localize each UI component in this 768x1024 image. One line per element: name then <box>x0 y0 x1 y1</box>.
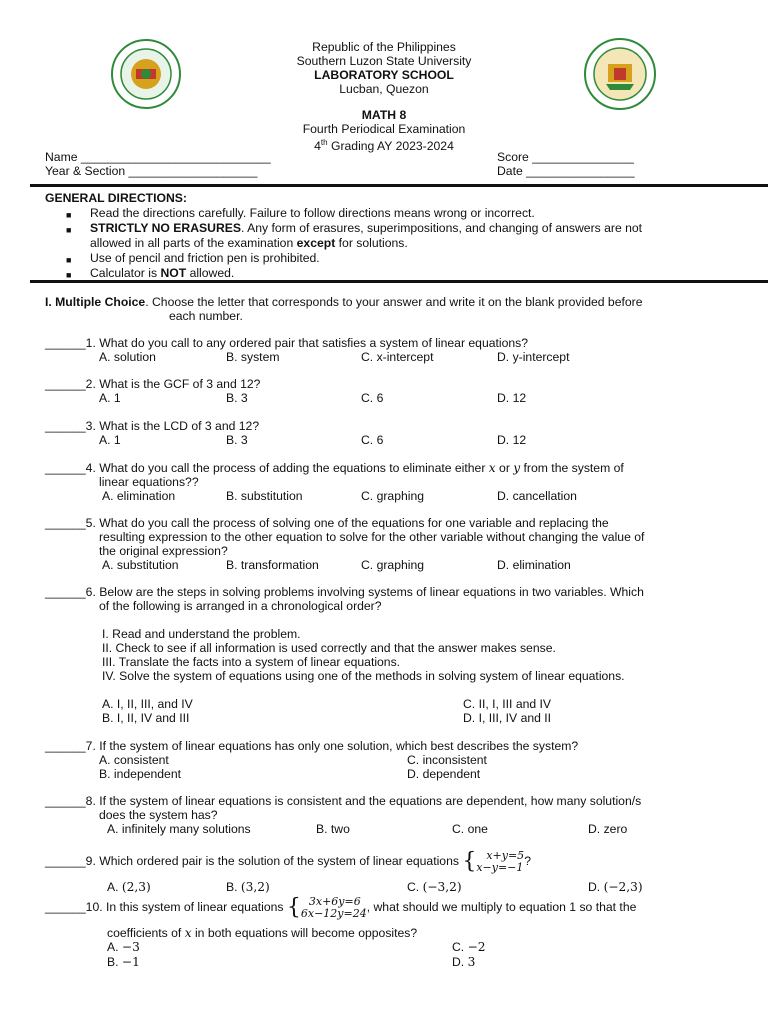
exam-title: Fourth Periodical Examination <box>302 122 466 136</box>
q5-option-c[interactable]: C. graphing <box>361 558 425 572</box>
header-line-1: Republic of the Philippines <box>312 40 456 54</box>
q4-option-b[interactable]: B. substitution <box>226 489 303 503</box>
q10-option-b[interactable]: B. −1 <box>107 955 140 969</box>
subject-title: MATH 8 <box>361 108 407 122</box>
question-10: ______10. In this system of linear equations { 3x+6y=6 6x−12y=24 , what should we multiply to equation 1 so that the <box>45 895 637 920</box>
q6-step-4: IV. Solve the system of equations using one of the methods in solving system of linear equations. <box>102 669 625 683</box>
q5-option-d[interactable]: D. elimination <box>497 558 571 572</box>
q6-step-2: II. Check to see if all information is used correctly and that the answer makes sense. <box>102 641 556 655</box>
q1-option-d[interactable]: D. y-intercept <box>497 350 570 364</box>
q9-option-a[interactable]: A. (2,3) <box>107 880 151 894</box>
question-7: ______7. If the system of linear equations has only one solution, which best describes the system? <box>45 739 579 753</box>
direction-3: Use of pencil and friction pen is prohibited. <box>90 251 320 265</box>
q2-option-c[interactable]: C. 6 <box>361 391 384 405</box>
name-field[interactable]: Name ____________________________ <box>45 150 271 164</box>
question-8: ______8. If the system of linear equations is consistent and the equations are dependent, how many solution/s does the system has? A. infinitely many solutions B. two C. one D. zero <box>45 794 642 836</box>
direction-2-cont: allowed in all parts of the examination except for solutions. <box>90 236 408 250</box>
bullet-icon: ■ <box>66 255 72 265</box>
question-2: ______2. What is the GCF of 3 and 12? A. 1 B. 3 C. 6 D. 12 <box>45 377 527 405</box>
q2-option-d[interactable]: D. 12 <box>497 391 527 405</box>
brace-icon: { <box>286 895 301 920</box>
question-6: ______6. Below are the steps in solving problems involving systems of linear equations in two variables. Which of the following is arranged in a chronological order? <box>45 585 644 613</box>
direction-4: Calculator is NOT allowed. <box>90 266 235 280</box>
bullet-icon: ■ <box>66 270 72 280</box>
question-3: ______3. What is the LCD of 3 and 12? A. 1 B. 3 C. 6 D. 12 <box>45 419 527 447</box>
q4-option-a[interactable]: A. elimination <box>102 489 176 503</box>
bullet-icon: ■ <box>66 210 72 220</box>
date-field[interactable]: Date ________________ <box>497 164 635 178</box>
q7-option-d[interactable]: D. dependent <box>407 767 481 781</box>
q9-option-d[interactable]: D. (−2,3) <box>588 880 643 894</box>
q4-option-d[interactable]: D. cancellation <box>497 489 577 503</box>
score-field[interactable]: Score _______________ <box>497 150 634 164</box>
question-4: ______4. What do you call the process of adding the equations to eliminate either x or y from the system of linear equations?? A. elimination B. substitution C. graphing D. cancellation <box>45 461 624 503</box>
top-divider <box>30 184 768 187</box>
q2-option-a[interactable]: A. 1 <box>99 391 121 405</box>
q9-option-b[interactable]: B. (3,2) <box>226 880 270 894</box>
q10-system: 3x+6y=6 6x−12y=24 <box>300 895 367 920</box>
question-10-cont: coefficients of x in both equations will become opposites? <box>107 926 418 940</box>
q3-option-b[interactable]: B. 3 <box>226 433 248 447</box>
q6-option-b[interactable]: B. I, II, IV and III <box>102 711 190 725</box>
q5-option-a[interactable]: A. substitution <box>102 558 179 572</box>
q1-option-a[interactable]: A. solution <box>99 350 156 364</box>
q8-option-b[interactable]: B. two <box>316 822 350 836</box>
q3-option-c[interactable]: C. 6 <box>361 433 384 447</box>
q8-option-d[interactable]: D. zero <box>588 822 628 836</box>
question-5: ______5. What do you call the process of solving one of the equations for one variable and replacing the resulting expression to the other equation to solve for the other variable without changing the value of the original expression? A. substitution B. transformation C. graphing D. elimination <box>45 516 645 572</box>
q8-option-a[interactable]: A. infinitely many solutions <box>107 822 251 836</box>
q7-option-b[interactable]: B. independent <box>99 767 181 781</box>
section-1-instructions: I. Multiple Choice. Choose the letter that corresponds to your answer and write it on the blank provided before <box>45 295 643 309</box>
q10-option-d[interactable]: D. 3 <box>452 955 476 969</box>
grading-period: 4th Grading AY 2023-2024 <box>314 138 454 154</box>
q3-option-d[interactable]: D. 12 <box>497 433 527 447</box>
direction-1: Read the directions carefully. Failure to follow directions means wrong or incorrect. <box>90 206 535 220</box>
directions-title: GENERAL DIRECTIONS: <box>45 191 187 205</box>
bullet-icon: ■ <box>66 225 72 235</box>
q10-option-a[interactable]: A. −3 <box>107 940 140 954</box>
section-1-instructions-cont: each number. <box>169 309 243 323</box>
header-line-2: Southern Luzon State University <box>296 54 472 68</box>
direction-2: STRICTLY NO ERASURES. Any form of erasures, superimpositions, and changing of answers are not <box>90 221 643 235</box>
q6-step-3: III. Translate the facts into a system of linear equations. <box>102 655 401 669</box>
q6-option-d[interactable]: D. I, III, IV and II <box>463 711 552 725</box>
q7-option-a[interactable]: A. consistent <box>99 753 169 767</box>
q6-option-a[interactable]: A. I, II, III, and IV <box>102 697 193 711</box>
header-line-3: LABORATORY SCHOOL <box>314 68 454 82</box>
q6-step-1: I. Read and understand the problem. <box>102 627 301 641</box>
q9-option-c[interactable]: C. (−3,2) <box>407 880 462 894</box>
q1-option-c[interactable]: C. x-intercept <box>361 350 434 364</box>
q10-option-c[interactable]: C. −2 <box>452 940 486 954</box>
question-1: ______1. What do you call to any ordered pair that satisfies a system of linear equations? A. solution B. system C. x-intercept D. y-intercept <box>45 336 570 364</box>
q4-option-c[interactable]: C. graphing <box>361 489 425 503</box>
header-line-4: Lucban, Quezon <box>339 82 429 96</box>
q8-option-c[interactable]: C. one <box>452 822 488 836</box>
q2-option-b[interactable]: B. 3 <box>226 391 248 405</box>
q1-option-b[interactable]: B. system <box>226 350 280 364</box>
year-section-field[interactable]: Year & Section ___________________ <box>45 164 258 178</box>
q9-system: x+y=5 x−y=−1 <box>476 849 525 874</box>
q3-option-a[interactable]: A. 1 <box>99 433 121 447</box>
brace-icon: { <box>462 849 477 874</box>
q7-option-c[interactable]: C. inconsistent <box>407 753 487 767</box>
bottom-divider <box>30 280 768 283</box>
q5-option-b[interactable]: B. transformation <box>226 558 319 572</box>
q6-option-c[interactable]: C. II, I, III and IV <box>463 697 552 711</box>
question-9: ______9. Which ordered pair is the solution of the system of linear equations { x+y=5 x−y=−1 ? <box>45 849 531 874</box>
